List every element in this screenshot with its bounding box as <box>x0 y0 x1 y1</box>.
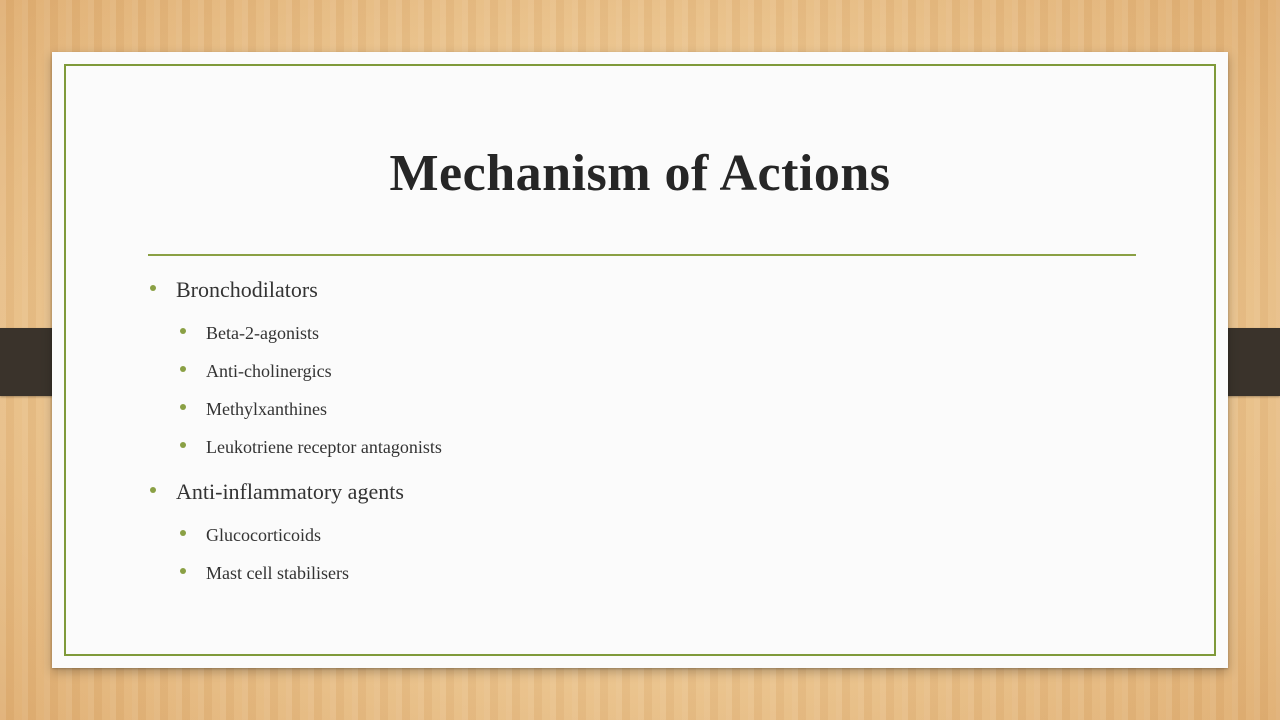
section-label: Bronchodilators <box>176 277 318 302</box>
slide-title: Mechanism of Actions <box>389 145 891 202</box>
bullet-icon <box>180 366 186 372</box>
list-item-anti-inflammatory <box>148 476 1128 508</box>
bullet-icon <box>180 568 186 574</box>
list-item-label: Leukotriene receptor antagonists <box>206 437 442 457</box>
list-item <box>148 352 1128 390</box>
bullet-icon <box>150 285 156 291</box>
list-item-bronchodilators <box>148 274 1128 306</box>
section-label: Anti-inflammatory agents <box>176 479 404 504</box>
list-item-label: Beta-2-agonists <box>206 323 319 343</box>
bullet-icon <box>180 442 186 448</box>
list-item <box>148 314 1128 352</box>
list-item-label: Methylxanthines <box>206 399 327 419</box>
bullet-icon <box>180 530 186 536</box>
bullet-list <box>148 274 1128 592</box>
list-item <box>148 554 1128 592</box>
bullet-icon <box>150 487 156 493</box>
list-item <box>148 516 1128 554</box>
list-item <box>148 428 1128 466</box>
bullet-icon <box>180 404 186 410</box>
list-item-label: Mast cell stabilisers <box>206 563 349 583</box>
title-divider <box>148 254 1136 256</box>
bullet-icon <box>180 328 186 334</box>
list-item <box>148 390 1128 428</box>
list-item-label: Anti-cholinergics <box>206 361 332 381</box>
slide-paper <box>52 52 1228 668</box>
list-item-label: Glucocorticoids <box>206 525 321 545</box>
